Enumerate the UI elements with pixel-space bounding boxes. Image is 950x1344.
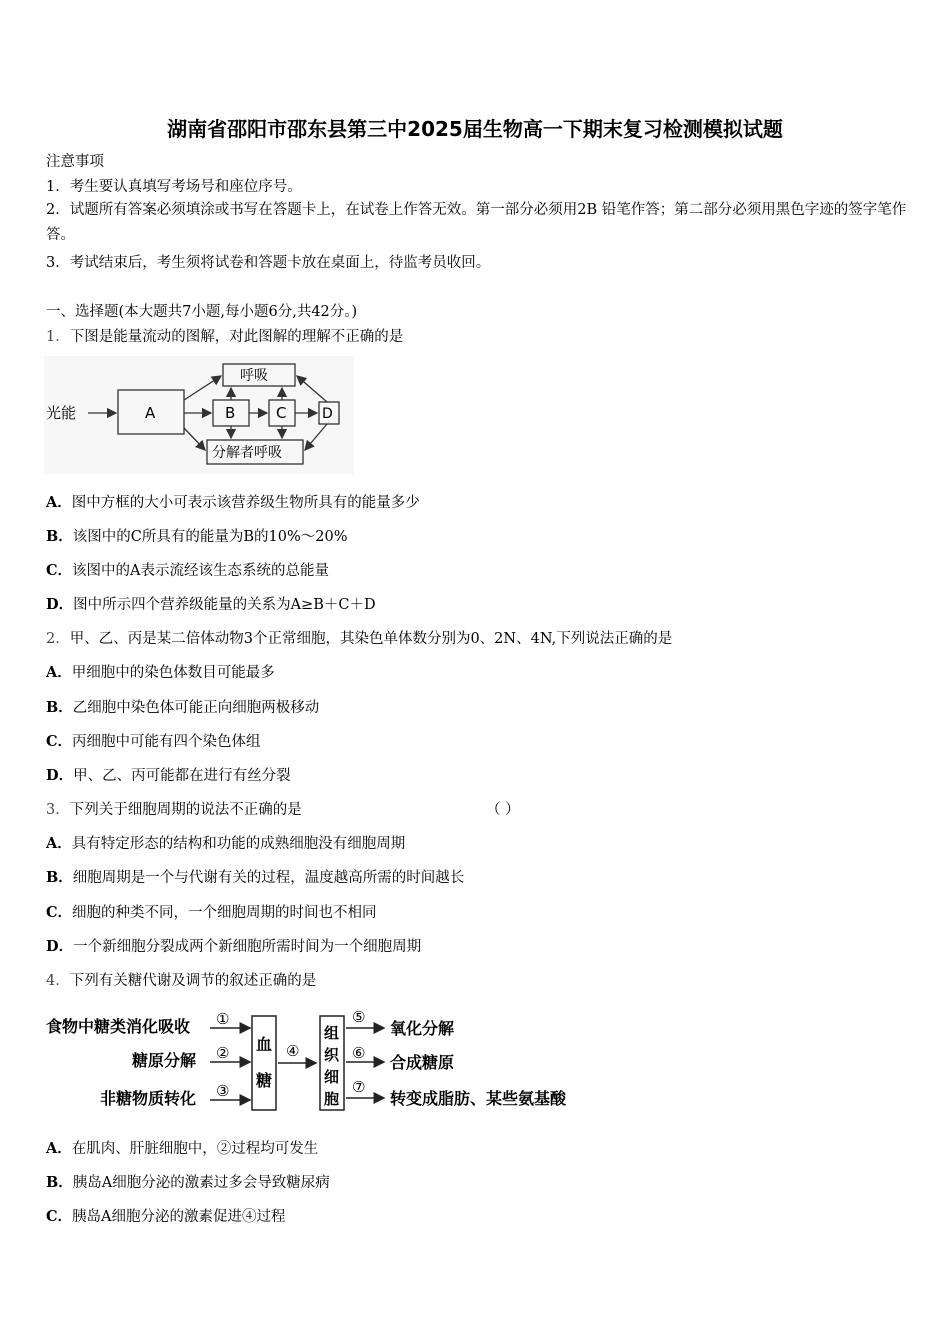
q3-option-a	[46, 835, 405, 853]
question-stem: 下列关于细胞周期的说法不正确的是	[69, 802, 302, 818]
option-key: C．	[46, 1208, 73, 1225]
question-stem: 甲、乙、丙是某二倍体动物3个正常细胞，其染色单体数分别为0、2N、4N,下列说法正确的是	[69, 631, 673, 647]
q2-option-c	[46, 733, 261, 751]
step-2: ②	[216, 1044, 230, 1062]
option-key: D．	[46, 938, 74, 955]
output-glycogen: 合成糖原	[390, 1053, 455, 1072]
q3-option-c	[46, 904, 377, 922]
option-text: 乙细胞中染色体可能正向细胞两极移动	[72, 700, 320, 716]
glucose-metabolism-diagram	[44, 1006, 604, 1118]
blood-label-2: 糖	[256, 1071, 273, 1090]
energy-flow-diagram	[44, 356, 354, 474]
option-key: A．	[46, 664, 72, 681]
option-key: B．	[46, 699, 73, 716]
question-2	[46, 630, 672, 648]
option-text: 丙细胞中可能有四个染色体组	[72, 734, 261, 750]
option-key: A．	[46, 494, 72, 511]
notice-item-1: 1．考生要认真填写考场号和座位序号。	[46, 179, 302, 195]
option-key: B．	[46, 869, 73, 886]
blood-label-1: 血	[256, 1035, 273, 1054]
option-text: 甲细胞中的染色体数目可能最多	[71, 665, 275, 681]
step-6: ⑥	[352, 1044, 366, 1062]
option-key: D．	[46, 767, 74, 784]
option-text: 甲、乙、丙可能都在进行有丝分裂	[73, 768, 291, 784]
option-text: 在肌肉、肝脏细胞中，②过程均可发生	[71, 1141, 319, 1157]
option-key: D．	[46, 596, 74, 613]
option-key: B．	[46, 528, 73, 545]
answer-bracket: （ ）	[486, 802, 520, 818]
option-key: C．	[46, 904, 73, 921]
option-key: C．	[46, 562, 73, 579]
question-stem: 下列有关糖代谢及调节的叙述正确的是	[69, 973, 317, 989]
option-text: 一个新细胞分裂成两个新细胞所需时间为一个细胞周期	[73, 939, 422, 955]
output-oxidation: 氧化分解	[390, 1019, 455, 1038]
q3-option-b	[46, 869, 464, 887]
diagram-label-decomposer: 分解者呼吸	[212, 445, 282, 461]
option-text: 细胞周期是一个与代谢有关的过程，温度越高所需的时间越长	[72, 870, 465, 886]
option-key: A．	[46, 835, 72, 852]
question-number: 2．	[46, 631, 70, 647]
step-3: ③	[216, 1082, 230, 1100]
question-3	[46, 801, 302, 819]
diagram-label-d: D	[322, 406, 333, 422]
q1-option-a	[46, 494, 420, 512]
option-text: 图中所示四个营养级能量的关系为A≥B＋C＋D	[73, 597, 376, 613]
option-text: 胰岛A细胞分泌的激素促进④过程	[72, 1209, 286, 1225]
q1-option-b	[46, 528, 347, 546]
option-text: 图中方框的大小可表示该营养级生物所具有的能量多少	[71, 495, 420, 511]
output-conversion: 转变成脂肪、某些氨基酸	[390, 1089, 567, 1108]
step-4: ④	[286, 1042, 300, 1060]
diagram-label-respiration: 呼吸	[240, 368, 268, 384]
option-key: C．	[46, 733, 73, 750]
question-number: 1．	[46, 329, 70, 345]
q2-option-d	[46, 767, 291, 785]
question-stem: 下图是能量流动的图解，对此图解的理解不正确的是	[69, 329, 404, 345]
page-title: 湖南省邵阳市邵东县第三中2025届生物高一下期末复习检测模拟试题	[167, 117, 783, 141]
notice-heading: 注意事项	[46, 154, 104, 170]
step-1: ①	[216, 1010, 230, 1028]
diagram-light-label: 光能	[46, 404, 77, 422]
blood-sugar-box	[252, 1016, 276, 1110]
step-7: ⑦	[352, 1078, 366, 1096]
q2-option-b	[46, 699, 319, 717]
tissue-label-1: 组	[324, 1024, 340, 1042]
notice-item-2: 2．试题所有答案必须填涂或书写在答题卡上，在试卷上作答无效。第一部分必须用2B 铅笔作答；第二部分必须用黑色字迹的签字笔作答。	[46, 202, 907, 243]
q3-option-d	[46, 938, 421, 956]
question-4	[46, 972, 316, 990]
section-heading: 一、选择题(本大题共7小题,每小题6分,共42分。)	[46, 304, 358, 320]
source-non-sugar: 非糖物质转化	[100, 1089, 197, 1108]
q4-option-b	[46, 1174, 330, 1192]
tissue-label-3: 细	[324, 1068, 340, 1086]
option-key: B．	[46, 1174, 73, 1191]
step-5: ⑤	[352, 1008, 366, 1026]
option-text: 细胞的种类不同，一个细胞周期的时间也不相同	[72, 905, 377, 921]
question-number: 4．	[46, 973, 70, 989]
diagram-label-c: C	[276, 404, 287, 422]
q2-option-a	[46, 664, 275, 682]
q4-option-c	[46, 1208, 286, 1226]
notice-item-3: 3．考试结束后，考生须将试卷和答题卡放在桌面上，待监考员收回。	[46, 255, 491, 271]
q1-option-c	[46, 562, 329, 580]
option-text: 具有特定形态的结构和功能的成熟细胞没有细胞周期	[71, 836, 406, 852]
option-text: 胰岛A细胞分泌的激素过多会导致糖尿病	[72, 1175, 330, 1191]
source-glycogen: 糖原分解	[132, 1051, 197, 1070]
diagram-label-a: A	[145, 404, 156, 422]
question-1	[46, 328, 403, 346]
option-key: A．	[46, 1140, 72, 1157]
option-text: 该图中的C所具有的能量为B的10%～20%	[72, 529, 348, 545]
option-text: 该图中的A表示流经该生态系统的总能量	[72, 563, 330, 579]
q4-option-a	[46, 1140, 318, 1158]
source-food: 食物中糖类消化吸收	[46, 1017, 191, 1036]
q1-option-d	[46, 596, 376, 614]
diagram-label-b: B	[225, 404, 236, 422]
tissue-label-2: 织	[324, 1046, 340, 1064]
tissue-label-4: 胞	[324, 1090, 340, 1108]
question-number: 3．	[46, 802, 70, 818]
